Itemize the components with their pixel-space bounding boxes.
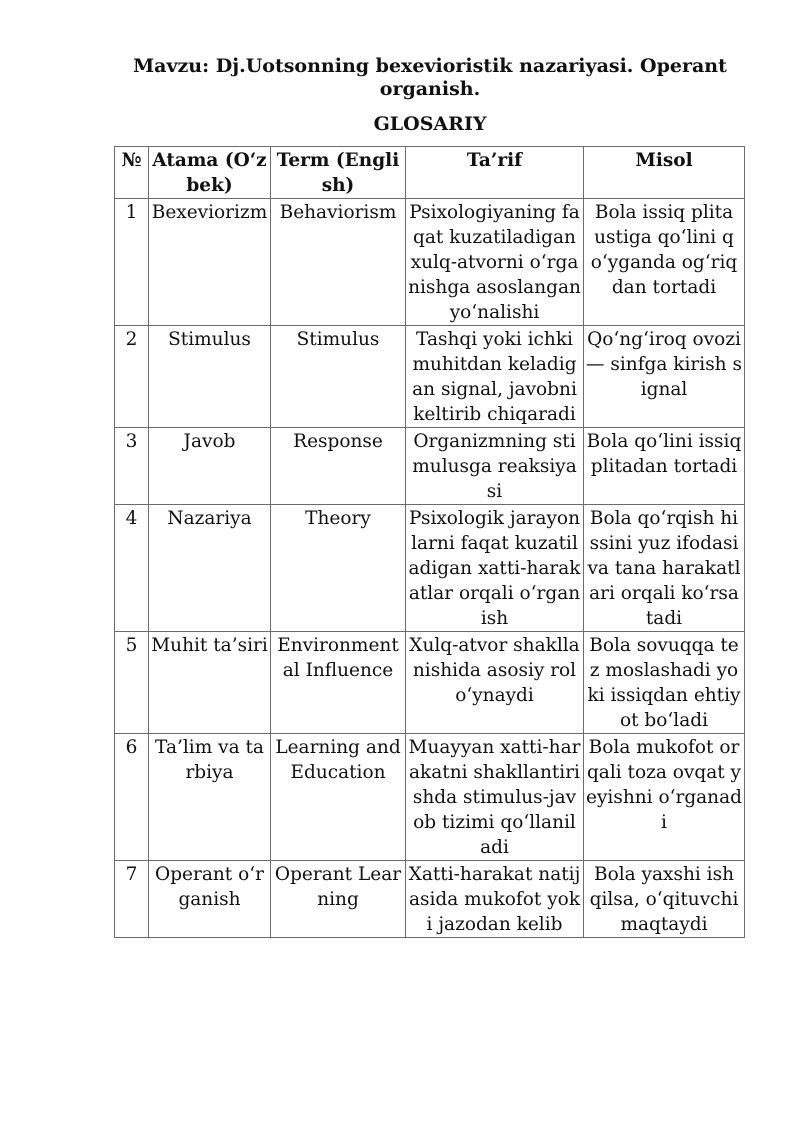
table-row: [115, 734, 745, 861]
table-row: [115, 632, 745, 734]
uzbek-term-cell: Muhit ta’siri: [149, 632, 271, 734]
example-cell: Bola yaxshi ish qilsa, o‘qituvchi maqtaydi: [584, 861, 745, 938]
example-cell: Bola issiq plita ustiga qo‘lini qo‘yganda og‘riqdan tortadi: [584, 199, 745, 326]
row-number: 1: [115, 199, 149, 326]
glossary-heading: GLOSARIY: [373, 113, 487, 135]
english-term-cell: Response: [271, 428, 406, 505]
definition-cell: Psixologik jarayonlarni faqat kuzatiladigan xatti-harakatlar orqali o‘rganish: [406, 505, 584, 632]
row-number: 5: [115, 632, 149, 734]
row-number: 2: [115, 326, 149, 428]
definition-cell: Tashqi yoki ichki muhitdan keladigan signal, javobni keltirib chiqaradi: [406, 326, 584, 428]
example-cell: Bola qo‘rqish hissini yuz ifodasi va tana harakatlari orqali ko‘rsatadi: [584, 505, 745, 632]
header-english-term: Term (English): [271, 147, 406, 199]
table-row: [115, 199, 745, 326]
uzbek-term-cell: Javob: [149, 428, 271, 505]
row-number: 4: [115, 505, 149, 632]
example-cell: Bola mukofot orqali toza ovqat yeyishni o‘rganadi: [584, 734, 745, 861]
table-row: [115, 326, 745, 428]
definition-cell: Xatti-harakat natijasida mukofot yoki jazodan kelib: [406, 861, 584, 938]
uzbek-term-cell: Bexeviorizm: [149, 199, 271, 326]
english-term-cell: Learning and Education: [271, 734, 406, 861]
table-row: [115, 861, 745, 938]
english-term-cell: Behaviorism: [271, 199, 406, 326]
english-term-cell: Environmental Influence: [271, 632, 406, 734]
table-header-row: [115, 147, 745, 199]
row-number: 6: [115, 734, 149, 861]
english-term-cell: Theory: [271, 505, 406, 632]
definition-cell: Organizmning stimulusga reaksiyasi: [406, 428, 584, 505]
header-uzbek-term: Atama (O‘zbek): [149, 147, 271, 199]
row-number: 3: [115, 428, 149, 505]
english-term-cell: Stimulus: [271, 326, 406, 428]
definition-cell: Psixologiyaning faqat kuzatiladigan xulq-atvorni o‘rganishga asoslangan yo‘nalishi: [406, 199, 584, 326]
uzbek-term-cell: Nazariya: [149, 505, 271, 632]
example-cell: Qo‘ng‘iroq ovozi — sinfga kirish signal: [584, 326, 745, 428]
definition-cell: Muayyan xatti-harakatni shakllantirishda stimulus-javob tizimi qo‘llaniladi: [406, 734, 584, 861]
uzbek-term-cell: Operant o‘rganish: [149, 861, 271, 938]
row-number: 7: [115, 861, 149, 938]
header-example: Misol: [584, 147, 745, 199]
example-cell: Bola sovuqqa tez moslashadi yoki issiqdan ehtiyot bo‘ladi: [584, 632, 745, 734]
uzbek-term-cell: Ta’lim va tarbiya: [149, 734, 271, 861]
definition-cell: Xulq-atvor shakllanishida asosiy rol o‘ynaydi: [406, 632, 584, 734]
header-definition: Ta’rif: [406, 147, 584, 199]
document-title: Mavzu: Dj.Uotsonning bexevioristik nazariyasi. Operant organish.: [133, 55, 727, 100]
table-row: [115, 505, 745, 632]
glossary-table: [114, 146, 745, 938]
uzbek-term-cell: Stimulus: [149, 326, 271, 428]
example-cell: Bola qo‘lini issiq plitadan tortadi: [584, 428, 745, 505]
english-term-cell: Operant Learning: [271, 861, 406, 938]
table-row: [115, 428, 745, 505]
header-number: №: [115, 147, 149, 199]
